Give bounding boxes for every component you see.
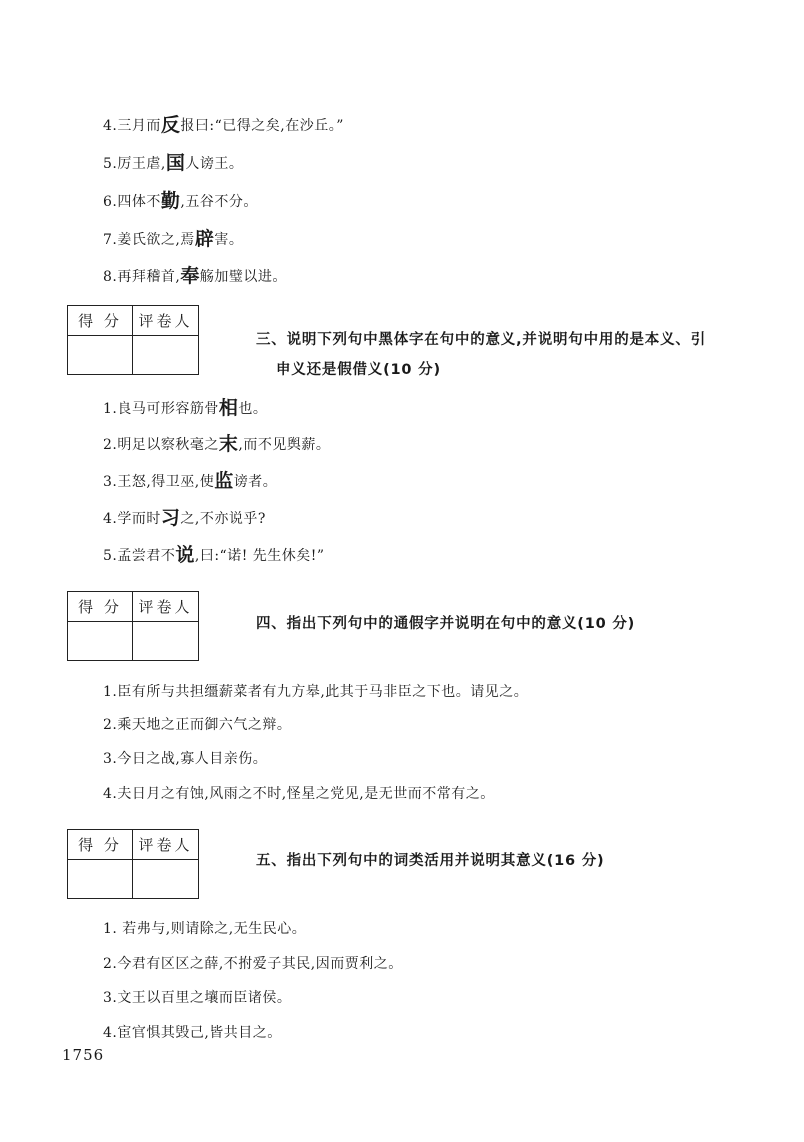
sentence-text: ,曰:“诺! 先生休矣!” [194,548,325,564]
section-heading: 三、说明下列句中黑体字在句中的意义,并说明句中用的是本义、引 [256,332,707,348]
sentence-text: 1.良马可形容筋骨 [103,401,219,417]
bold-keyword: 末 [218,433,239,455]
sentence-text: 6.四体不 [103,194,161,210]
sentence-item: 3.今日之战,寡人目亲伤。 [103,751,268,767]
score-label: 得 分 [68,592,133,622]
bold-keyword: 相 [218,397,239,419]
sentence-text: 7.姜氏欲之,焉 [103,232,195,248]
sentence-item [103,191,258,212]
sentence-item [103,398,267,419]
sentence-text: 害。 [214,232,244,248]
section-heading: 四、指出下列句中的通假字并说明在句中的意义(10 分) [256,616,636,632]
sentence-text: 5.孟尝君不 [103,548,176,564]
sentence-text: 2.明足以察秋毫之 [103,437,219,453]
sentence-text: 人谤王。 [185,156,244,172]
bold-keyword: 说 [175,544,195,566]
sentence-item: 3.文王以百里之壤而臣诸侯。 [103,990,292,1006]
sentence-text: 3.王怒,得卫巫,使 [103,474,215,490]
sentence-item [103,508,266,529]
sentence-item [103,545,325,566]
section-heading: 五、指出下列句中的词类活用并说明其意义(16 分) [256,853,605,869]
bold-keyword: 监 [214,470,234,492]
section-heading-continued: 申义还是假借义(10 分) [276,362,441,378]
sentence-text: 也。 [238,401,268,417]
sentence-item [103,153,243,174]
score-label: 得 分 [68,306,133,336]
sentence-text: 5.厉王虐, [103,156,166,172]
sentence-text: 4.三月而 [103,118,161,134]
score-table [67,829,199,899]
grader-cell [133,336,198,374]
sentence-text: 4.学而时 [103,511,161,527]
sentence-item [103,471,277,492]
sentence-text: 之,不亦说乎? [180,511,266,527]
grader-cell [133,622,198,660]
sentence-item: 4.夫日月之有蚀,风雨之不时,怪星之党见,是无世而不常有之。 [103,786,495,802]
score-cell [68,336,133,374]
sentence-text: 8.再拜稽首, [103,269,181,285]
score-table [67,305,199,375]
sentence-item [103,229,243,250]
sentence-text: 觞加璧以进。 [199,269,287,285]
bold-keyword: 反 [160,114,181,136]
sentence-text: 报曰:“已得之矣,在沙丘。” [180,118,344,134]
sentence-item: 1.臣有所与共担缰薪菜者有九方皋,此其于马非臣之下也。请见之。 [103,684,529,700]
sentence-item [103,266,287,287]
sentence-text: ,五谷不分。 [180,194,258,210]
bold-keyword: 辟 [194,228,215,250]
sentence-item: 2.乘天地之正而御六气之辩。 [103,717,292,733]
sentence-item [103,115,344,136]
grader-label: 评卷人 [133,830,198,860]
sentence-item: 2.今君有区区之薛,不拊爱子其民,因而贾利之。 [103,956,403,972]
sentence-text: 谤者。 [233,474,278,490]
bold-keyword: 勤 [160,190,181,212]
sentence-item: 4.宦官惧其毁己,皆共目之。 [103,1025,282,1041]
grader-label: 评卷人 [133,306,198,336]
score-table [67,591,199,661]
score-cell [68,622,133,660]
sentence-item: 1. 若弗与,则请除之,无生民心。 [103,921,307,937]
grader-cell [133,860,198,898]
bold-keyword: 习 [160,507,181,529]
bold-keyword: 国 [165,152,186,174]
score-cell [68,860,133,898]
grader-label: 评卷人 [133,592,198,622]
sentence-text: ,而不见舆薪。 [238,437,331,453]
bold-keyword: 奉 [180,265,200,287]
score-label: 得 分 [68,830,133,860]
page-number: 1756 [62,1046,105,1064]
sentence-item [103,434,330,455]
